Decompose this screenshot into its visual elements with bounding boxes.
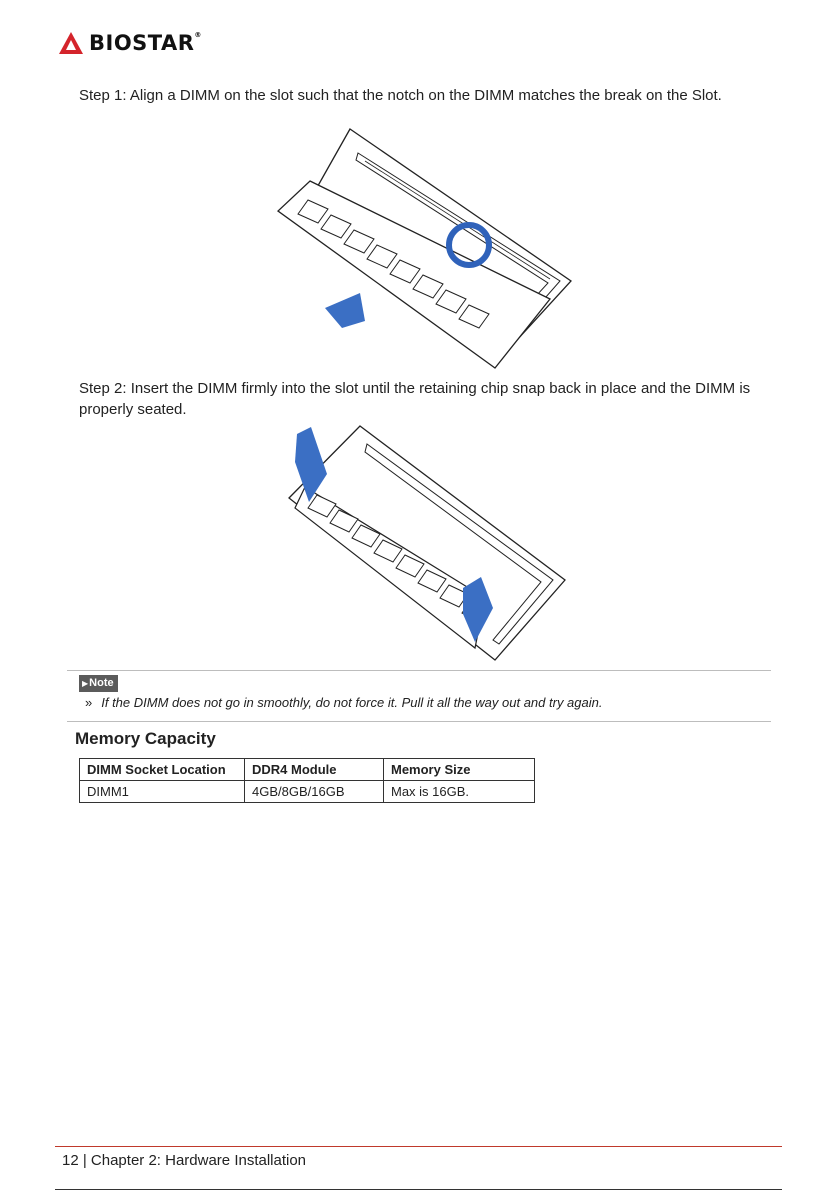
biostar-triangle-icon (58, 31, 84, 55)
bottom-divider (55, 1189, 782, 1190)
note-label: ▶Note (79, 675, 118, 692)
insert-arrow-icon (325, 293, 365, 328)
table-cell: DIMM1 (80, 781, 245, 803)
dimm-align-figure (270, 123, 580, 375)
note-text: » If the DIMM does not go in smoothly, do not force it. Pull it all the way out and try again. (85, 695, 603, 710)
note-triangle-icon: ▶ (82, 679, 89, 688)
table-row (80, 781, 535, 803)
press-down-arrow-left-icon (295, 427, 327, 502)
dimm-seat-figure (285, 422, 575, 664)
step-1-text: Step 1: Align a DIMM on the slot such that the notch on the DIMM matches the break on the Slot. (79, 87, 722, 104)
brand-name: BIOSTAR® (89, 31, 202, 55)
memory-capacity-table (79, 758, 535, 803)
step-2-text: Step 2: Insert the DIMM firmly into the slot until the retaining chip snap back in place and the DIMM is properly seated. (79, 380, 751, 418)
footer-page-label: 12 | Chapter 2: Hardware Installation (62, 1152, 307, 1169)
column-header: DDR4 Module (245, 759, 384, 781)
note-bottom-divider (67, 721, 771, 722)
table-cell: 4GB/8GB/16GB (245, 781, 384, 803)
memory-capacity-heading: Memory Capacity (75, 729, 216, 748)
table-cell: Max is 16GB. (384, 781, 535, 803)
note-top-divider (67, 670, 771, 671)
column-header: DIMM Socket Location (80, 759, 245, 781)
table-header-row (80, 759, 535, 781)
dimm-slot (289, 426, 565, 660)
column-header: Memory Size (384, 759, 535, 781)
footer-divider (55, 1146, 782, 1147)
biostar-logo (58, 31, 202, 55)
